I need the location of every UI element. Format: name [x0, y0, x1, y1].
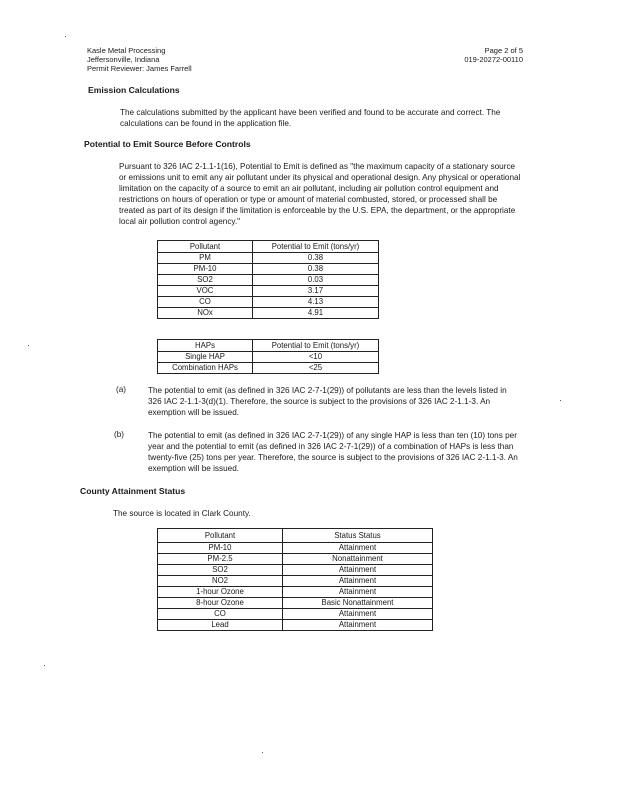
permit-number: 019-20272-00110 — [464, 55, 523, 64]
table-cell: SO2 — [158, 565, 283, 576]
table-header-row — [158, 529, 433, 543]
emission-heading: Emission Calculations — [88, 85, 180, 95]
table-cell: Single HAP — [158, 352, 253, 363]
county-text: The source is located in Clark County. — [113, 509, 251, 518]
item-text: The potential to emit (as defined in 326 IAC 2-7-1(29)) of any single HAP is less than ten (10) tons per year and the potential to emit (as defined in 326 IAC 2-7-1(29)) of a combination of HAPs is less than twenty-five (25) tons per year. Therefore, the source is subject to the provisions of 326 IAC 2-1.1-3. An exemption will be issued. — [148, 431, 518, 473]
table-header-cell: Pollutant — [158, 241, 253, 253]
table-cell: VOC — [158, 286, 253, 297]
scan-speck — [560, 400, 561, 401]
table-cell: 3.17 — [253, 286, 379, 297]
table-row — [158, 598, 433, 609]
table-header-cell: Pollutant — [158, 529, 283, 543]
table-cell: PM — [158, 253, 253, 264]
header-line: Jeffersonville, Indiana — [87, 55, 160, 64]
table-cell: Combination HAPs — [158, 363, 253, 374]
table-cell: 4.13 — [253, 297, 379, 308]
table-cell: SO2 — [158, 275, 253, 286]
table-row — [158, 286, 379, 297]
table-row — [158, 275, 379, 286]
table-cell: PM-10 — [158, 543, 283, 554]
table-cell: Attainment — [283, 565, 433, 576]
emission-text: The calculations submitted by the applicant have been verified and found to be accurate and correct. The calculations can be found in the application file. — [120, 108, 501, 128]
table-cell: Basic Nonattainment — [283, 598, 433, 609]
table-row — [158, 620, 433, 631]
table-row — [158, 308, 379, 319]
table-cell: <10 — [253, 352, 379, 363]
table-cell: 8-hour Ozone — [158, 598, 283, 609]
table-row — [158, 554, 433, 565]
table-row — [158, 352, 379, 363]
table-cell: 0.03 — [253, 275, 379, 286]
table-row — [158, 363, 379, 374]
hap-table — [157, 339, 379, 374]
table-cell: Attainment — [283, 543, 433, 554]
table-cell: Attainment — [283, 620, 433, 631]
table-cell: <25 — [253, 363, 379, 374]
table-cell: CO — [158, 297, 253, 308]
attainment-table — [157, 528, 433, 631]
table-header-row — [158, 241, 379, 253]
table-cell: Attainment — [283, 587, 433, 598]
table-row — [158, 253, 379, 264]
item-text: The potential to emit (as defined in 326 IAC 2-7-1(29)) of pollutants are less than the levels listed in 326 IAC 2-1.1-3(d)(1). Therefore, the source is subject to the provisions of 326 IAC 2-1.1-3. An exemption will be issued. — [148, 386, 507, 417]
scan-speck — [262, 752, 263, 753]
scan-speck — [65, 36, 66, 37]
table-row — [158, 576, 433, 587]
header-line: Kasle Metal Processing — [87, 46, 166, 55]
table-row — [158, 543, 433, 554]
table-cell: 0.38 — [253, 264, 379, 275]
table-cell: PM-10 — [158, 264, 253, 275]
header-right — [464, 46, 523, 64]
county-heading: County Attainment Status — [80, 486, 186, 496]
table-header-cell: Status Status — [283, 529, 433, 543]
pte-heading: Potential to Emit Source Before Controls — [84, 139, 251, 149]
table-header-cell: Potential to Emit (tons/yr) — [253, 340, 379, 352]
table-row — [158, 264, 379, 275]
table-cell: Lead — [158, 620, 283, 631]
table-header-cell: HAPs — [158, 340, 253, 352]
table-row — [158, 587, 433, 598]
table-cell: Attainment — [283, 609, 433, 620]
table-cell: 4.91 — [253, 308, 379, 319]
table-cell: NO2 — [158, 576, 283, 587]
table-cell: 0.38 — [253, 253, 379, 264]
table-cell: NOx — [158, 308, 253, 319]
table-cell: Attainment — [283, 576, 433, 587]
scan-speck — [44, 665, 45, 666]
table-cell: 1-hour Ozone — [158, 587, 283, 598]
header-line: Permit Reviewer: James Farrell — [87, 64, 192, 73]
table-cell: PM-2.5 — [158, 554, 283, 565]
table-row — [158, 565, 433, 576]
table-row — [158, 609, 433, 620]
pte-table — [157, 240, 379, 319]
table-row — [158, 297, 379, 308]
header-left — [87, 46, 192, 73]
scan-speck — [28, 345, 29, 346]
page-number: Page 2 of 5 — [484, 46, 523, 55]
pte-text: Pursuant to 326 IAC 2-1.1-1(16), Potential to Emit is defined as "the maximum capacity of a stationary source or emissions unit to emit any air pollutant under its physical and operational design. Any physical or operational limitation on the capacity of a source to emit an air pollutant, including air pollution control equipment and restrictions on hours of operation or type or amount of material combusted, stored, or processed shall be treated as part of its design if the limitation is enforceable by the U.S. EPA, the department, or the appropriate local air pollution control agency." — [119, 162, 521, 226]
table-header-cell: Potential to Emit (tons/yr) — [253, 241, 379, 253]
table-header-row — [158, 340, 379, 352]
item-label: (a) — [116, 385, 127, 394]
table-cell: Nonattainment — [283, 554, 433, 565]
item-label: (b) — [114, 430, 125, 439]
table-cell: CO — [158, 609, 283, 620]
